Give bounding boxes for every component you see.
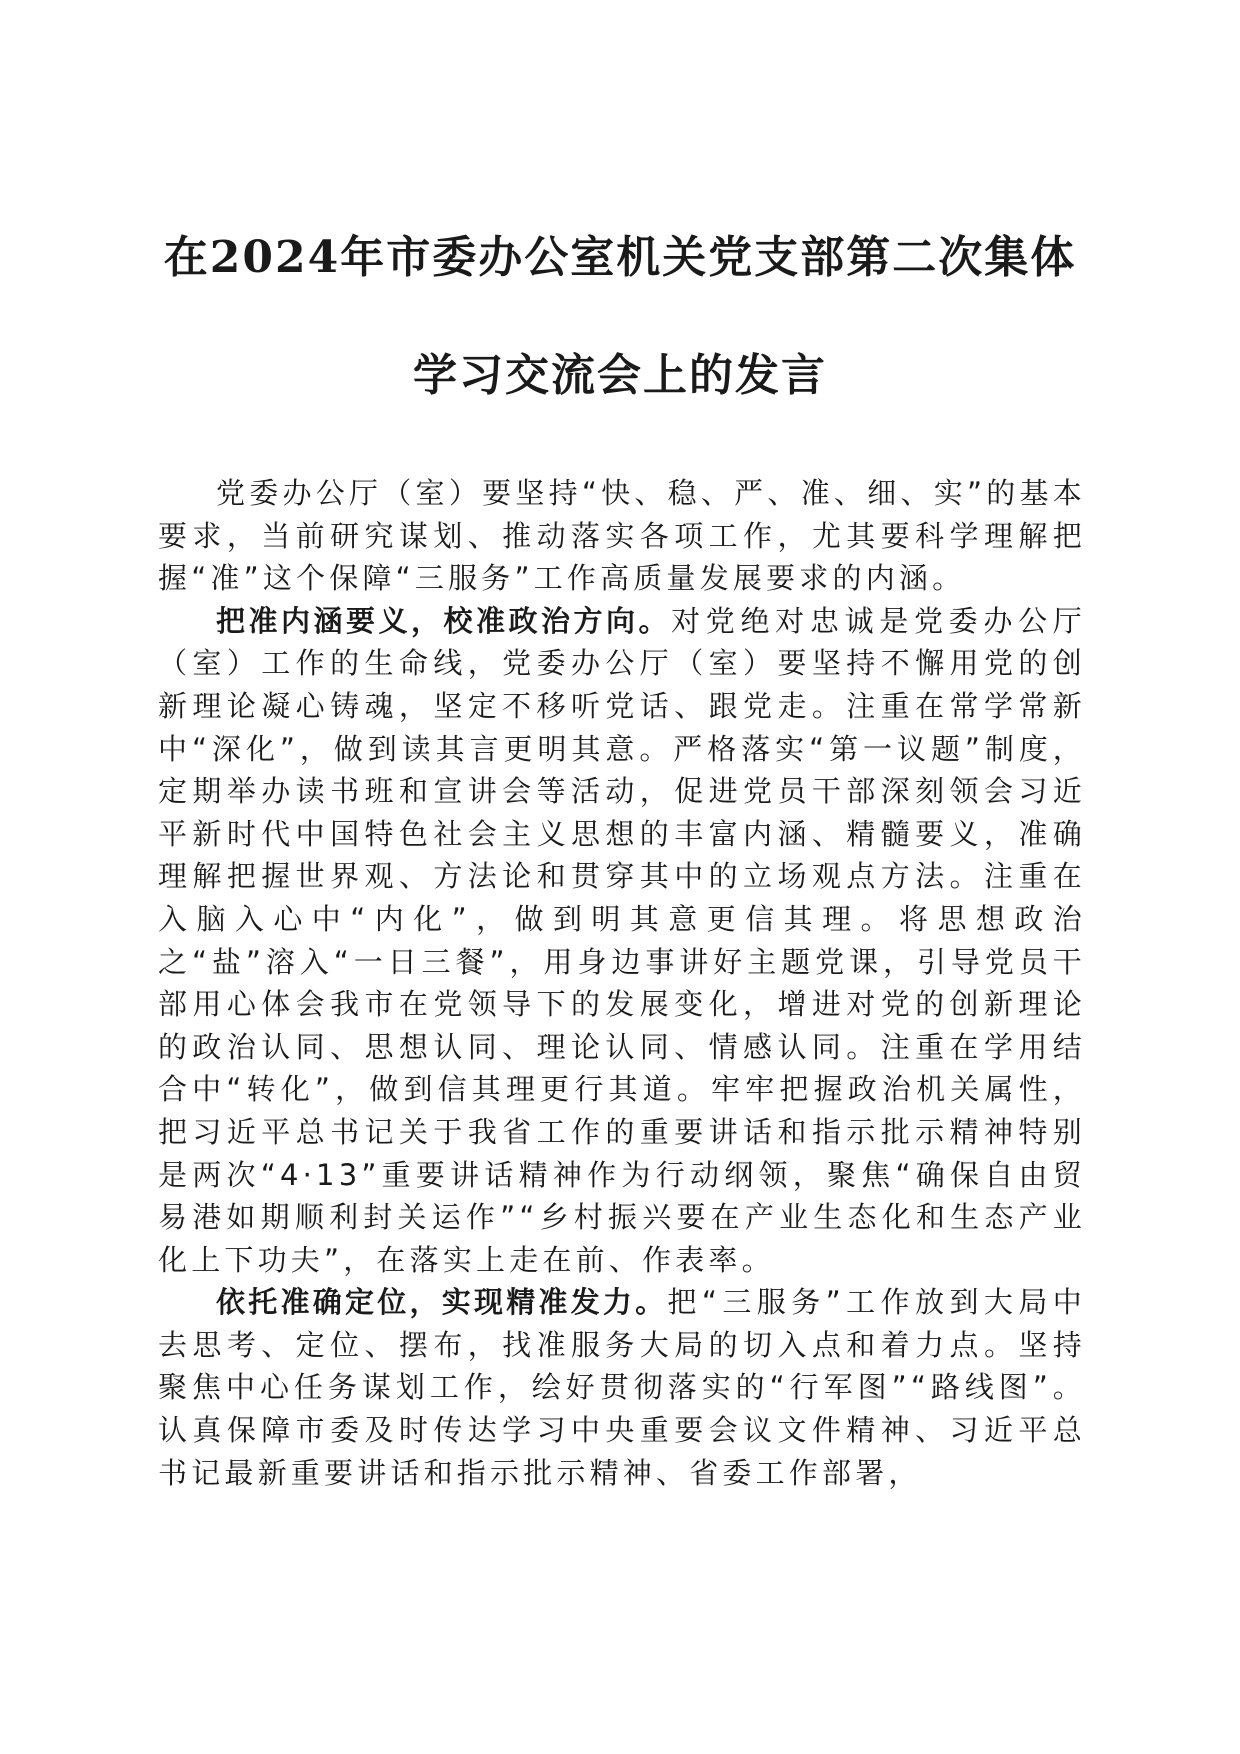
paragraph-text: 把“三服务”工作放到大局中去思考、定位、摆布，找准服务大局的切入点和着力点。坚持聚焦中心任务谋划工作，绘好贯彻落实的“行军图”“路线图”。认真保障市委及时传达学习中央重要会议文件精神、习近平总书记最新重要讲话和指示批示精神、省委工作部署， xyxy=(158,1285,1086,1490)
document-body xyxy=(158,472,1086,1494)
paragraph-intro xyxy=(158,472,1086,600)
document-title-line-1: 在2024年市委办公室机关党支部第二次集体 xyxy=(163,232,1077,283)
paragraph-political-direction xyxy=(158,600,1086,1282)
document-title-line-2: 学习交流会上的发言 xyxy=(413,350,827,401)
paragraph-text: 对党绝对忠诚是党委办公厅（室）工作的生命线，党委办公厅（室）要坚持不懈用党的创新理论凝心铸魂，坚定不移听党话、跟党走。注重在常学常新中“深化”，做到读其言更明其意。严格落实“第一议题”制度，定期举办读书班和宣讲会等活动，促进党员干部深刻领会习近平新时代中国特色社会主义思想的丰富内涵、精髓要义，准确理解把握世界观、方法论和贯穿其中的立场观点方法。注重在入脑入心中“内化”，做到明其意更信其理。将思想政治之“盐”溶入“一日三餐”，用身边事讲好主题党课，引导党员干部用心体会我市在党领导下的发展变化，增进对党的创新理论的政治认同、思想认同、理论认同、情感认同。注重在学用结合中“转化”，做到信其理更行其道。牢牢把握政治机关属性，把习近平总书记关于我省工作的重要讲话和指示批示精神特别是两次“4·13”重要讲话精神作为行动纲领，聚焦“确保自由贸易港如期顺利封关运作”“乡村振兴要在产业生态化和生态产业化上下功夫”，在落实上走在前、作表率。 xyxy=(158,603,1086,1277)
paragraph-text: 党委办公厅（室）要坚持“快、稳、严、准、细、实”的基本要求，当前研究谋划、推动落实各项工作，尤其要科学理解把握“准”这个保障“三服务”工作高质量发展要求的内涵。 xyxy=(158,476,1086,596)
paragraph-precise-positioning xyxy=(158,1281,1086,1494)
paragraph-lead-heading: 把准内涵要义，校准政治方向。 xyxy=(216,603,672,638)
paragraph-lead-heading: 依托准确定位，实现精准发力。 xyxy=(216,1285,668,1320)
